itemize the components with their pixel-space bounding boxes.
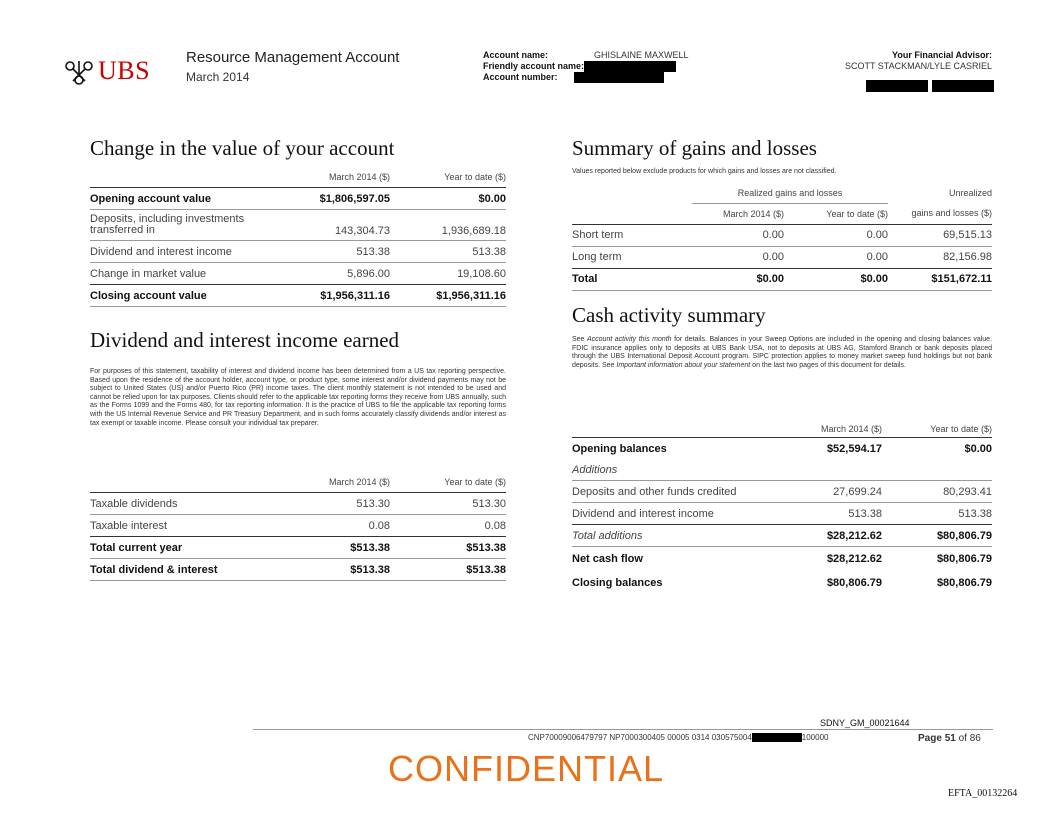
gains-note: Values reported below exclude products for which gains and losses are not classified. xyxy=(572,168,837,175)
table-row: Net cash flow $28,212.62 $80,806.79 xyxy=(572,553,992,565)
advisor-redactions xyxy=(866,77,994,95)
table-row: Deposits and other funds credited 27,699.24 80,293.41 xyxy=(572,481,992,503)
table-header-row xyxy=(90,167,506,188)
redaction-block xyxy=(574,72,664,83)
table-row: Total dividend & interest $513.38 $513.38 xyxy=(90,559,506,581)
advisor-name: SCOTT STACKMAN/LYLE CASRIEL xyxy=(844,61,992,71)
brand-logo-text: UBS xyxy=(98,56,151,85)
advisor-label: Your Financial Advisor: xyxy=(891,50,992,60)
table-row: Change in market value 5,896.00 19,108.60 xyxy=(90,263,506,285)
column-header: Year to date ($) xyxy=(882,421,992,438)
table-row: Total current year $513.38 $513.38 xyxy=(90,537,506,559)
table-row: Additions xyxy=(572,459,992,481)
column-header: March 2014 ($) xyxy=(772,421,882,438)
table-row: Dividend and interest income 513.38 513.38 xyxy=(90,241,506,263)
column-header: gains and losses ($) xyxy=(888,203,992,224)
cash-table xyxy=(572,421,992,595)
table-header-row xyxy=(90,472,506,493)
confidential-stamp: CONFIDENTIAL xyxy=(388,748,665,789)
column-header: Year to date ($) xyxy=(390,472,506,493)
redaction-block xyxy=(584,61,676,72)
page-number: Page 51 of 86 xyxy=(918,733,981,744)
group-header: Unrealized xyxy=(948,188,992,198)
table-row: Total additions $28,212.62 $80,806.79 xyxy=(572,525,992,547)
dividend-table xyxy=(90,472,506,581)
column-header: March 2014 ($) xyxy=(290,472,390,493)
footer-divider xyxy=(253,729,993,730)
table-header-row xyxy=(572,203,992,224)
statement-period: March 2014 xyxy=(186,70,250,84)
table-row: Taxable dividends 513.30 513.30 xyxy=(90,493,506,515)
table-row: Short term 0.00 0.00 69,515.13 xyxy=(572,224,992,246)
tax-disclaimer-paragraph: For purposes of this statement, taxability of interest and dividend income has been determined from a US tax reporting perspective. Based upon the residence of the account holder, account type, or product type, some interest and/or dividend payments may not be subject to United States (US) and/or Puerto Rico (PR) income taxes. The client monthly statement is not intended to be used and cannot be relied upon for tax purposes. Clients should refer to the applicable tax reporting forms they receive from UBS annually, such as the Forms 1099 and the Forms 480, for tax reporting information. It is the practice of UBS to file the applicable tax reporting forms with the US Internal Revenue Service and PR Treasury Department, and in such forms accurately classify dividends and/or interest as tax exempt or taxable income. Please consult your individual tax preparer. xyxy=(90,368,506,427)
table-row: Closing balances $80,806.79 $80,806.79 xyxy=(572,577,992,589)
column-header: March 2014 ($) xyxy=(692,203,784,224)
account-number-label: Account number: xyxy=(483,72,676,83)
account-name-value: GHISLAINE MAXWELL xyxy=(594,50,689,60)
table-row: Taxable interest 0.08 0.08 xyxy=(90,515,506,537)
ubs-keys-logo-icon xyxy=(62,58,96,88)
table-row: Opening balances $52,594.17 $0.00 xyxy=(572,442,992,455)
group-header: Realized gains and losses xyxy=(692,183,888,203)
column-header: March 2014 ($) xyxy=(290,167,390,188)
bates-number: SDNY_GM_00021644 xyxy=(820,718,910,728)
cash-section-title-wrap xyxy=(572,303,766,328)
gains-table xyxy=(572,183,992,291)
table-row: Deposits, including investments transferred in 143,304.73 1,936,689.18 xyxy=(90,210,506,241)
footer-code: CNP70009006479797 NP7000300405 00005 0314 030575004 100000 xyxy=(528,733,829,742)
table-row: Dividend and interest income 513.38 513.38 xyxy=(572,503,992,525)
table-row: Opening account value $1,806,597.05 $0.00 xyxy=(90,188,506,210)
table-row: Total $0.00 $0.00 $151,672.11 xyxy=(572,268,992,290)
efta-number: EFTA_00132264 xyxy=(948,788,1018,799)
redaction-block xyxy=(866,80,928,92)
table-row: Closing account value $1,956,311.16 $1,956,311.16 xyxy=(90,285,506,307)
table-group-header-row xyxy=(572,183,992,203)
gains-section-title-wrap xyxy=(572,136,817,161)
redaction-block xyxy=(932,80,994,92)
statement-title: Resource Management Account xyxy=(186,49,400,66)
change-table xyxy=(90,167,506,307)
friendly-name-label: Friendly account name: xyxy=(483,61,676,72)
gains-section-title: Summary of gains and losses xyxy=(572,136,817,160)
dividend-section-title: Dividend and interest income earned xyxy=(90,328,400,352)
change-section-title-wrap xyxy=(90,136,394,161)
cash-section-title: Cash activity summary xyxy=(572,303,766,327)
account-name-label: Account name: xyxy=(483,50,549,60)
table-header-row xyxy=(572,421,992,438)
cash-note: See Account activity this month for details. Balances in your Sweep Options are included in the opening and closing balances value. FDIC insurance applies only to deposits at UBS Bank USA, not to deposits at UBS AG, Stamford Branch or bank deposits placed through the UBS International Deposit Account program. SIPC protection applies to money market sweep fund holdings but not bank deposits. See Important information about your statement on the last two pages of this document for details. xyxy=(572,336,993,369)
change-section-title: Change in the value of your account xyxy=(90,136,395,160)
column-header: Year to date ($) xyxy=(784,203,888,224)
table-row: Long term 0.00 0.00 82,156.98 xyxy=(572,246,992,268)
column-header: Year to date ($) xyxy=(390,167,506,188)
dividend-section-title-wrap xyxy=(90,328,399,353)
redaction-block xyxy=(752,733,802,742)
